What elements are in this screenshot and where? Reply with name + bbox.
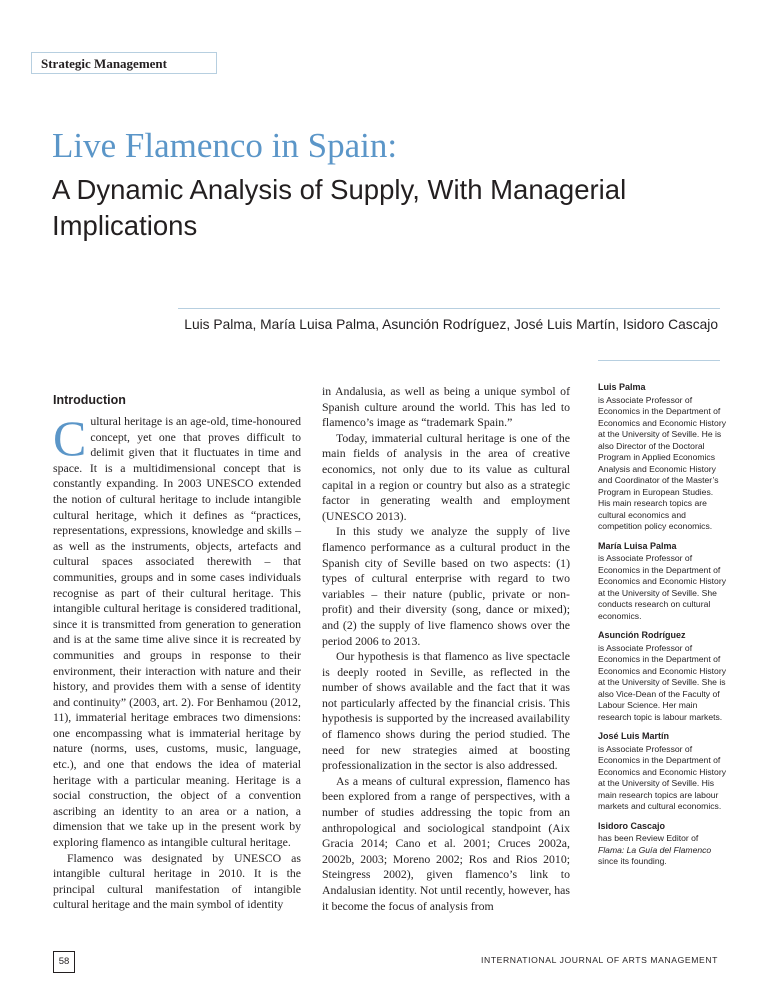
drop-cap: C bbox=[53, 410, 87, 466]
author-bio bbox=[598, 731, 726, 813]
bio-text: has been Review Editor of Flama: La Guía del Flamenco since its founding. bbox=[598, 833, 712, 866]
article-subtitle: A Dynamic Analysis of Supply, With Managerial Implications bbox=[52, 174, 627, 241]
body-column-2 bbox=[322, 384, 570, 914]
paragraph: Flamenco was designated by UNESCO as intangible cultural heritage in 2010. It is the principal cultural manifestation of intangible cultural heritage and the main symbol of identity bbox=[53, 850, 301, 912]
bio-text: is Associate Professor of Economics in the Department of Economics and Economic History at the University of Seville. His main research topics are labour markets and cultural economics. bbox=[598, 743, 726, 811]
paragraph-text: ultural heritage is an age-old, time-honoured concept, yet one that proves difficult to delimit given that it fluctuates in time and space. It is a multidimensional concept that is constantly expanding. In 2003 UNESCO extended the notion of cultural heritage to include intangible cultural heritage, which it defines as “practices, representations, expressions, knowledge and skills – as well as the instruments, objects, artefacts and cultural spaces associated therewith – that communities, groups and in some cases individuals recognise as part of their cultural heritage. This intangible cultural heritage is considered traditional, since it is transmitted from generation to generation and is at the same time alive since it is recreated by communities and groups in response to their environment, their interaction with nature and their history, and provides them with a sense of identity and continuity” (2003, art. 2). For Benhamou (2012, 11), immaterial heritage embraces two dimensions: one encompassing what is immaterial heritage by nature (norms, uses, customs, music, language, etc.), and one that endows the idea of material heritage with a particular meaning. Heritage is a social construction, the object of a convention ascribing an identity to an area or a nation, a dimension that we take up in the present work by exploring flamenco as intangible cultural heritage. bbox=[53, 414, 301, 850]
bio-name: Asunción Rodríguez bbox=[598, 630, 686, 640]
paragraph: Our hypothesis is that flamenco as live spectacle is deeply rooted in Seville, as reflected in the number of shows available and the fact that it was not particularly affected by the financial crisis. This hypothesis is supported by the increased availability of flamenco shows during the period studied. The need for new strategies aimed at boosting professionalization in the sector is also addressed. bbox=[322, 649, 570, 773]
body-column-1 bbox=[53, 384, 301, 913]
author-bios bbox=[598, 382, 726, 876]
paragraph: As a means of cultural expression, flamenco has been explored from a range of perspectives, with a number of studies addressing the topic from an anthropological and sociological standpoint (Aix Gracia 2014; Cano et al. 2001; Cruces 2002a, 2002b, 2003; Moreno 2002; Ros and Rios 2010; Steingress 2002), given flamenco’s link to Andalusian identity. Not until recently, however, has it become the focus of analysis from bbox=[322, 773, 570, 913]
author-bio bbox=[598, 630, 726, 723]
author-bio bbox=[598, 821, 726, 868]
sidebar-divider-rule bbox=[598, 360, 720, 361]
journal-name: INTERNATIONAL JOURNAL OF ARTS MANAGEMENT bbox=[481, 955, 718, 965]
author-list: Luis Palma, María Luisa Palma, Asunción Rodríguez, José Luis Martín, Isidoro Cascajo bbox=[184, 317, 718, 332]
section-heading: Introduction bbox=[53, 393, 126, 407]
section-tag: Strategic Management bbox=[31, 52, 217, 74]
bio-text: is Associate Professor of Economics in the Department of Economics and Economic History at the University of Seville. She conducts research on cultural economics. bbox=[598, 553, 726, 621]
page-number: 58 bbox=[53, 951, 75, 973]
bio-name: Luis Palma bbox=[598, 382, 646, 392]
bio-name: Isidoro Cascajo bbox=[598, 820, 666, 831]
bio-name: María Luisa Palma bbox=[598, 540, 677, 551]
paragraph: In this study we analyze the supply of live flamenco performance as a cultural product in the Spanish city of Seville based on two aspects: (1) types of cultural enterprise with regard to two variables – their nature (public, private or non-profit) and their diversity (song, dance or mixed); and (2) the supply of live flamenco shows over the period 2006 to 2013. bbox=[322, 524, 570, 648]
author-bio bbox=[598, 382, 726, 533]
bio-text: is Associate Professor of Economics in the Department of Economics and Economic History at the University of Seville. She is also Vice-Dean of the Faculty of Labour Science. Her main research topic is labour markets. bbox=[598, 642, 726, 722]
paragraph: Today, immaterial cultural heritage is one of the main fields of analysis in the area of creative economics, not only due to its value as cultural capital in a region or country but also as a strategic factor in generating wealth and employment (UNESCO 2013). bbox=[322, 430, 570, 523]
paragraph: in Andalusia, as well as being a unique symbol of Spanish culture around the world. This has led to flamenco’s image as “trademark Spain.” bbox=[322, 384, 570, 430]
author-bio bbox=[598, 541, 726, 623]
article-title: Live Flamenco in Spain: bbox=[52, 126, 398, 165]
publication-title: Flama: La Guía del Flamenco bbox=[598, 844, 712, 855]
bio-name: José Luis Martín bbox=[598, 731, 670, 741]
bio-text: is Associate Professor of Economics in the Department of Economics and Economic History at the University of Seville. He is also Director of the Doctoral Program in Applied Economics Analysis and Economic History and Coordinator of the Master’s Program in European Studies. His main research topics are cultural economics and competition policy economics. bbox=[598, 394, 726, 531]
paragraph bbox=[53, 410, 301, 851]
divider-rule bbox=[178, 308, 720, 309]
